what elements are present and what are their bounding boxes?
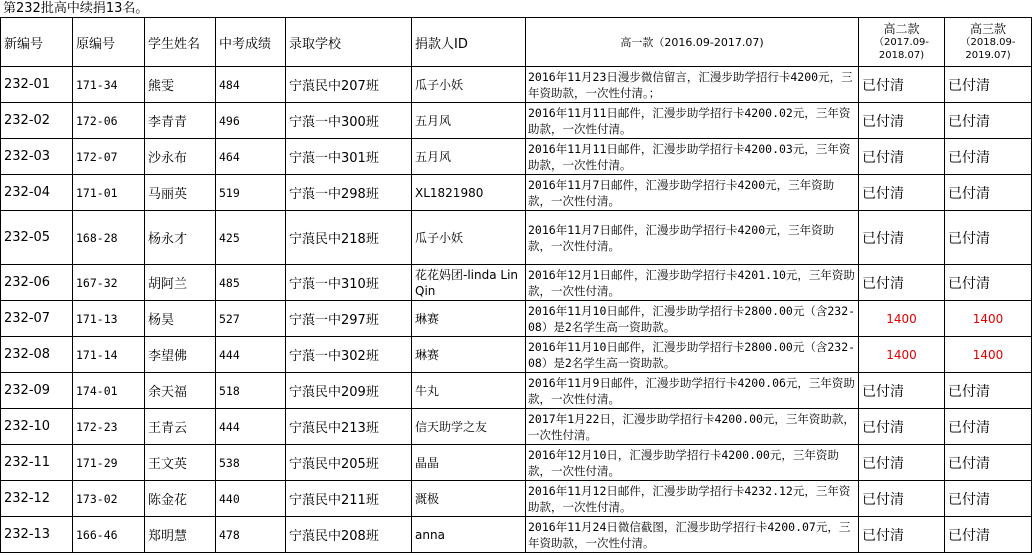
cell-school[interactable]: 宁蒗民中208班 [286,517,412,553]
cell-student-name[interactable]: 余天福 [145,373,216,409]
cell-new-id[interactable]: 232-03 [1,139,73,175]
cell-year2-status[interactable]: 1400 [859,337,945,373]
cell-year1-note[interactable]: 2017年1月22日，汇漫步助学招行卡4200.00元，三年资助款，一次性付清。 [526,409,859,445]
cell-donor[interactable]: 花花妈团-linda Lin Qin [412,265,526,301]
cell-year1-note[interactable]: 2016年11月11日邮件，汇漫步助学招行卡4200.02元，三年资助款，一次性付清。 [526,103,859,139]
cell-score[interactable]: 444 [216,337,286,373]
cell-year3-status[interactable]: 已付清 [945,481,1032,517]
cell-school[interactable]: 宁蒗民中218班 [286,211,412,265]
cell-score[interactable]: 444 [216,409,286,445]
table-row [1,373,1032,409]
cell-new-id[interactable]: 232-02 [1,103,73,139]
cell-donor[interactable]: 五月风 [412,103,526,139]
cell-student-name[interactable]: 马丽英 [145,175,216,211]
cell-year1-note[interactable]: 2016年12月10日，汇漫步助学招行卡4200.00元，三年资助款，一次性付清。 [526,445,859,481]
cell-score[interactable]: 478 [216,517,286,553]
cell-year2-status[interactable]: 已付清 [859,481,945,517]
cell-old-id[interactable]: 166-46 [73,517,145,553]
cell-score[interactable]: 496 [216,103,286,139]
cell-school[interactable]: 宁蒗民中207班 [286,67,412,103]
cell-score[interactable]: 440 [216,481,286,517]
donation-table [0,17,1032,553]
cell-school[interactable]: 宁蒗民中209班 [286,373,412,409]
cell-donor[interactable]: 瓜子小妖 [412,211,526,265]
cell-year3-status[interactable]: 已付清 [945,175,1032,211]
cell-donor[interactable]: 瓜子小妖 [412,67,526,103]
table-row [1,301,1032,337]
table-row [1,211,1032,265]
cell-new-id[interactable]: 232-06 [1,265,73,301]
cell-year1-note[interactable]: 2016年11月9日邮件，汇漫步助学招行卡4200.06元，三年资助款，一次性付清。 [526,373,859,409]
cell-student-name[interactable]: 王文英 [145,445,216,481]
cell-year1-note[interactable]: 2016年11月12日邮件，汇漫步助学招行卡4232.12元，三年资助款，一次性付清。 [526,481,859,517]
cell-school[interactable]: 宁蒗一中297班 [286,301,412,337]
cell-student-name[interactable]: 李望佛 [145,337,216,373]
cell-student-name[interactable]: 陈金花 [145,481,216,517]
cell-year3-status[interactable]: 已付清 [945,103,1032,139]
cell-school[interactable]: 宁蒗一中310班 [286,265,412,301]
table-row [1,67,1032,103]
sheet-title: 第232批高中续捐13名。 [3,1,149,16]
table-row [1,265,1032,301]
table-row [1,175,1032,211]
cell-year2-status[interactable]: 已付清 [859,67,945,103]
cell-donor[interactable]: 五月风 [412,139,526,175]
cell-student-name[interactable]: 胡阿兰 [145,265,216,301]
cell-year3-status[interactable]: 已付清 [945,373,1032,409]
cell-donor[interactable]: 牛丸 [412,373,526,409]
cell-school[interactable]: 宁蒗一中301班 [286,139,412,175]
cell-old-id[interactable]: 173-02 [73,481,145,517]
cell-score[interactable]: 425 [216,211,286,265]
cell-year2-status[interactable]: 已付清 [859,373,945,409]
cell-score[interactable]: 518 [216,373,286,409]
cell-school[interactable]: 宁蒗民中205班 [286,445,412,481]
table-row [1,337,1032,373]
header-year1[interactable]: 高一款（2016.09-2017.07) [526,18,859,67]
cell-year3-status[interactable]: 已付清 [945,139,1032,175]
cell-school[interactable]: 宁蒗一中298班 [286,175,412,211]
header-row [1,18,1032,67]
cell-year1-note[interactable]: 2016年11月23日漫步微信留言，汇漫步助学招行卡4200元，三年资助款，一次性付清。； [526,67,859,103]
table-row [1,517,1032,553]
cell-year2-status[interactable]: 已付清 [859,409,945,445]
cell-school[interactable]: 宁蒗一中300班 [286,103,412,139]
cell-old-id[interactable]: 172-06 [73,103,145,139]
cell-year1-note[interactable]: 2016年12月1日邮件，汇漫步助学招行卡4201.10元，三年资助款，一次性付清。 [526,265,859,301]
header-school[interactable]: 录取学校 [286,18,412,67]
cell-score[interactable]: 519 [216,175,286,211]
cell-student-name[interactable]: 杨永才 [145,211,216,265]
cell-year3-status[interactable]: 已付清 [945,67,1032,103]
header-year2-title: 高二款 [883,21,920,36]
header-new-id[interactable]: 新编号 [1,18,73,67]
cell-donor[interactable]: 琳赛 [412,337,526,373]
cell-new-id[interactable]: 232-07 [1,301,73,337]
cell-year3-status[interactable]: 已付清 [945,211,1032,265]
cell-new-id[interactable]: 232-04 [1,175,73,211]
cell-old-id[interactable]: 171-14 [73,337,145,373]
cell-student-name[interactable]: 沙永布 [145,139,216,175]
table-row [1,481,1032,517]
cell-year2-status[interactable]: 已付清 [859,139,945,175]
cell-score[interactable]: 484 [216,67,286,103]
cell-donor[interactable]: 晶晶 [412,445,526,481]
cell-year3-status[interactable]: 已付清 [945,517,1032,553]
cell-year1-note[interactable]: 2016年11月7日邮件，汇漫步助学招行卡4200元，三年资助款，一次性付清。 [526,175,859,211]
cell-year1-note[interactable]: 2016年11月11日邮件，汇漫步助学招行卡4200.03元，三年资助款，一次性付清。 [526,139,859,175]
header-year2[interactable] [859,18,945,67]
cell-new-id[interactable]: 232-05 [1,211,73,265]
cell-new-id[interactable]: 232-01 [1,67,73,103]
cell-student-name[interactable]: 杨昊 [145,301,216,337]
cell-year2-status[interactable]: 已付清 [859,103,945,139]
header-year3-range: （2018.09-2019.07) [960,36,1016,61]
cell-donor[interactable]: 溉极 [412,481,526,517]
cell-year2-status[interactable]: 已付清 [859,265,945,301]
cell-year3-status[interactable]: 已付清 [945,445,1032,481]
header-year3[interactable] [945,18,1032,67]
cell-new-id[interactable]: 232-11 [1,445,73,481]
header-name[interactable]: 学生姓名 [145,18,216,67]
header-old-id[interactable]: 原编号 [73,18,145,67]
cell-donor[interactable]: anna [412,517,526,553]
cell-new-id[interactable]: 232-13 [1,517,73,553]
cell-school[interactable]: 宁蒗民中213班 [286,409,412,445]
cell-student-name[interactable]: 李青青 [145,103,216,139]
cell-donor[interactable]: 琳赛 [412,301,526,337]
cell-old-id[interactable]: 171-01 [73,175,145,211]
cell-new-id[interactable]: 232-09 [1,373,73,409]
cell-school[interactable]: 宁蒗民中211班 [286,481,412,517]
header-year3-title: 高三款 [969,21,1006,36]
cell-score[interactable]: 464 [216,139,286,175]
table-row [1,445,1032,481]
cell-school[interactable]: 宁蒗一中302班 [286,337,412,373]
cell-student-name[interactable]: 郑明慧 [145,517,216,553]
cell-new-id[interactable]: 232-10 [1,409,73,445]
header-year2-range: （2017.09-2018.07) [874,36,929,61]
cell-year2-status[interactable]: 已付清 [859,445,945,481]
cell-year1-note[interactable]: 2016年11月24日微信截图，汇漫步助学招行卡4200.07元，三年资助款，一次性付清。 [526,517,859,553]
cell-year1-note[interactable]: 2016年11月10日邮件，汇漫步助学招行卡2800.00元（含232-08）是2名学生高一资助款。 [526,337,859,373]
cell-old-id[interactable]: 171-29 [73,445,145,481]
cell-year3-status[interactable]: 1400 [945,301,1032,337]
cell-old-id[interactable]: 171-34 [73,67,145,103]
cell-old-id[interactable]: 172-07 [73,139,145,175]
cell-year2-status[interactable]: 已付清 [859,175,945,211]
table-row [1,139,1032,175]
cell-new-id[interactable]: 232-08 [1,337,73,373]
header-score[interactable]: 中考成绩 [216,18,286,67]
cell-old-id[interactable]: 167-32 [73,265,145,301]
table-row [1,103,1032,139]
cell-score[interactable]: 485 [216,265,286,301]
cell-new-id[interactable]: 232-12 [1,481,73,517]
cell-year3-status[interactable]: 已付清 [945,265,1032,301]
cell-score[interactable]: 538 [216,445,286,481]
cell-student-name[interactable]: 王青云 [145,409,216,445]
cell-year2-status[interactable]: 1400 [859,301,945,337]
cell-year1-note[interactable]: 2016年11月10日邮件，汇漫步助学招行卡2800.00元（含232-08）是2名学生高一资助款。 [526,301,859,337]
cell-donor[interactable]: 信天助学之友 [412,409,526,445]
cell-score[interactable]: 527 [216,301,286,337]
header-donor[interactable]: 捐款人ID [412,18,526,67]
cell-old-id[interactable]: 168-28 [73,211,145,265]
table-row [1,409,1032,445]
cell-year2-status[interactable]: 已付清 [859,211,945,265]
cell-old-id[interactable]: 172-23 [73,409,145,445]
cell-year2-status[interactable]: 已付清 [859,517,945,553]
cell-year3-status[interactable]: 1400 [945,337,1032,373]
cell-old-id[interactable]: 174-01 [73,373,145,409]
cell-donor[interactable]: XL1821980 [412,175,526,211]
cell-year1-note[interactable]: 2016年11月7日邮件，汇漫步助学招行卡4200元，三年资助款，一次性付清。 [526,211,859,265]
cell-student-name[interactable]: 熊雯 [145,67,216,103]
cell-old-id[interactable]: 171-13 [73,301,145,337]
cell-year3-status[interactable]: 已付清 [945,409,1032,445]
